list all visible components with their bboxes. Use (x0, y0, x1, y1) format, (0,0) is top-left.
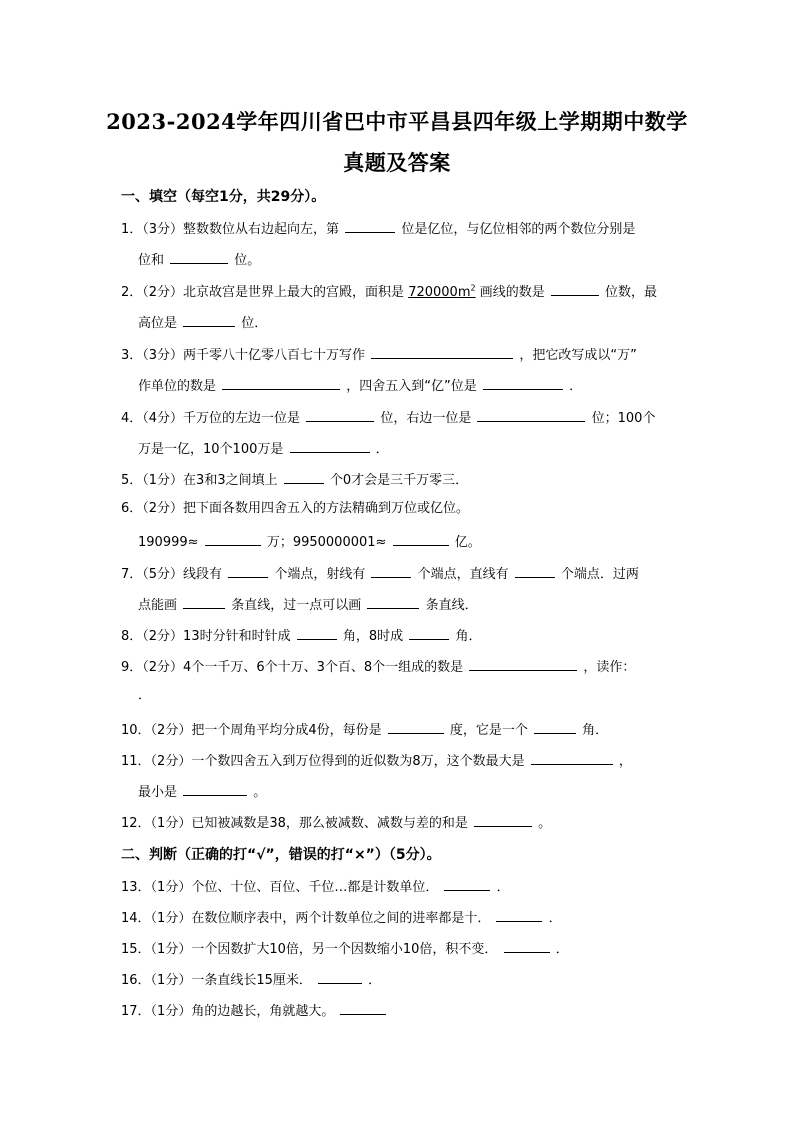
question-text: 高位是 (138, 316, 178, 331)
answer-blank[interactable] (183, 595, 225, 609)
question-text: 13．（1分）个位、十位、百位、千位…都是计数单位． (121, 880, 439, 895)
question-text: 15．（1分）一个因数扩大10倍，另一个因数缩小10倍，积不变． (121, 942, 498, 957)
question-text: 2．（2分）北京故宫是世界上最大的宫殿，面积是 (121, 285, 405, 300)
question-text: 个0才会是三千万零三． (329, 473, 469, 488)
question-7-line-1 (121, 564, 639, 583)
question-text: ． (368, 973, 382, 988)
question-1-line-2 (138, 250, 260, 269)
question-text: 位数，最 (605, 285, 658, 300)
question-1-line-1 (121, 219, 635, 238)
question-9-line-1 (121, 657, 635, 676)
question-7-line-2 (138, 595, 478, 614)
answer-blank[interactable] (170, 250, 228, 264)
question-6-line-2 (138, 532, 481, 551)
question-text: 6．（2分）把下面各数用四舍五入的方法精确到万位或亿位。 (121, 501, 470, 516)
answer-blank[interactable] (345, 219, 395, 233)
answer-blank[interactable] (297, 626, 337, 640)
question-text: ． (555, 942, 569, 957)
answer-blank[interactable] (228, 564, 268, 578)
question-text: 位是亿位，与亿位相邻的两个数位分别是 (401, 222, 636, 237)
question-text: ，把它改写成以“万” (519, 348, 637, 363)
question-text: ． (375, 442, 389, 457)
underlined-number (408, 285, 475, 300)
question-text: 亿。 (454, 535, 481, 550)
answer-blank[interactable] (306, 408, 374, 422)
question-6-line-1 (121, 501, 469, 517)
question-text: 190999≈ (138, 535, 199, 550)
question-text: ． (138, 688, 152, 703)
question-9-line-2 (138, 688, 151, 704)
area-unit: m (457, 285, 471, 300)
question-text: 5．（1分）在3和3之间填上 (121, 473, 278, 488)
answer-blank[interactable] (222, 376, 340, 390)
question-text: 16．（1分）一条直线长15厘米． (121, 973, 312, 988)
question-2-line-1 (121, 282, 657, 301)
answer-blank[interactable] (531, 751, 613, 765)
question-text: 作单位的数是 (138, 379, 217, 394)
question-10 (121, 720, 608, 739)
answer-blank[interactable] (371, 564, 411, 578)
question-17 (121, 1001, 388, 1020)
question-4-line-1 (121, 408, 655, 427)
answer-blank[interactable] (183, 782, 247, 796)
answer-blank[interactable] (515, 564, 555, 578)
question-text: 个端点．过两 (560, 567, 639, 582)
answer-blank[interactable] (371, 345, 513, 359)
question-text: 画线的数是 (479, 285, 545, 300)
section-heading-fill-in: 一、填空（每空1分，共29分）。 (121, 189, 326, 205)
question-text: 12．（1分）已知被减数是38，那么被减数、减数与差的和是 (121, 816, 468, 831)
question-8 (121, 626, 481, 645)
answer-blank[interactable] (393, 532, 449, 546)
question-4-line-2 (138, 439, 389, 458)
page-subtitle: 真题及答案 (343, 150, 451, 175)
question-text: 17．（1分）角的边越长，角就越大。 (121, 1004, 335, 1019)
unit-exponent: 2 (470, 283, 476, 293)
question-15 (121, 939, 569, 958)
question-text: 万；9950000001≈ (266, 535, 387, 550)
answer-blank[interactable] (444, 877, 490, 891)
answer-blank[interactable] (551, 282, 599, 296)
answer-blank[interactable] (534, 720, 576, 734)
question-12 (121, 813, 551, 832)
question-text: 条直线． (425, 598, 478, 613)
question-text: 4．（4分）千万位的左边一位是 (121, 411, 301, 426)
question-text: 11．（2分）一个数四舍五入到万位得到的近似数为8万，这个数最大是 (121, 754, 525, 769)
question-text: ， (618, 754, 632, 769)
question-text: 10．（2分）把一个周角平均分成4份，每份是 (121, 723, 382, 738)
question-text: 3．（3分）两千零八十亿零八百七十万写作 (121, 348, 366, 363)
answer-blank[interactable] (284, 470, 324, 484)
question-11-line-2 (138, 782, 266, 801)
question-14 (121, 908, 562, 927)
question-text: 1．（3分）整数数位从右边起向左，第 (121, 222, 340, 237)
question-text: 位和 (138, 253, 165, 268)
question-text: 7．（5分）线段有 (121, 567, 223, 582)
question-text: ． (496, 880, 510, 895)
answer-blank[interactable] (474, 813, 532, 827)
answer-blank[interactable] (477, 408, 585, 422)
question-13 (121, 877, 510, 896)
question-5 (121, 470, 468, 489)
question-3-line-1 (121, 345, 637, 364)
answer-blank[interactable] (290, 439, 370, 453)
question-16 (121, 970, 381, 989)
question-text: ，读作： (583, 660, 636, 675)
question-text: 位；100个 (591, 411, 656, 426)
question-text: 。 (538, 816, 552, 831)
question-11-line-1 (121, 751, 632, 770)
question-text: 度，它是一个 (449, 723, 528, 738)
answer-blank[interactable] (504, 939, 550, 953)
question-text: 最小是 (138, 785, 178, 800)
question-text: ． (569, 379, 583, 394)
answer-blank[interactable] (409, 626, 449, 640)
question-text: 。 (253, 785, 267, 800)
answer-blank[interactable] (367, 595, 419, 609)
question-text: 个端点，直线有 (417, 567, 509, 582)
question-text: 个端点，射线有 (274, 567, 366, 582)
question-text: 角． (582, 723, 609, 738)
question-text: 万是一亿，10个100万是 (138, 442, 284, 457)
answer-blank[interactable] (469, 657, 577, 671)
question-text: 点能画 (138, 598, 178, 613)
question-text: 条直线，过一点可以画 (231, 598, 362, 613)
section-heading-true-false: 二、判断（正确的打“√”，错误的打“×”）（5分）。 (121, 847, 441, 863)
page-title: 2023-2024学年四川省巴中市平昌县四年级上学期期中数学 (106, 109, 688, 134)
question-text: ，四舍五入到“亿”位是 (346, 379, 477, 394)
answer-blank[interactable] (340, 1001, 386, 1015)
question-text: 14．（1分）在数位顺序表中，两个计数单位之间的进率都是十． (121, 911, 491, 926)
answer-blank[interactable] (205, 532, 261, 546)
question-3-line-2 (138, 376, 582, 395)
question-text: 角，8时成 (342, 629, 404, 644)
question-text: ． (548, 911, 562, 926)
answer-blank[interactable] (318, 970, 362, 984)
answer-blank[interactable] (483, 376, 563, 390)
question-text: 位． (241, 316, 268, 331)
question-text: 位，右边一位是 (380, 411, 472, 426)
question-text: 角． (455, 629, 482, 644)
answer-blank[interactable] (183, 313, 235, 327)
answer-blank[interactable] (496, 908, 542, 922)
area-number: 720000 (408, 285, 458, 300)
question-text: 9．（2分）4个一千万、6个十万、3个百、8个一组成的数是 (121, 660, 464, 675)
question-text: 位。 (234, 253, 261, 268)
question-2-line-2 (138, 313, 267, 332)
question-text: 8．（2分）13时分针和时针成 (121, 629, 291, 644)
answer-blank[interactable] (388, 720, 444, 734)
